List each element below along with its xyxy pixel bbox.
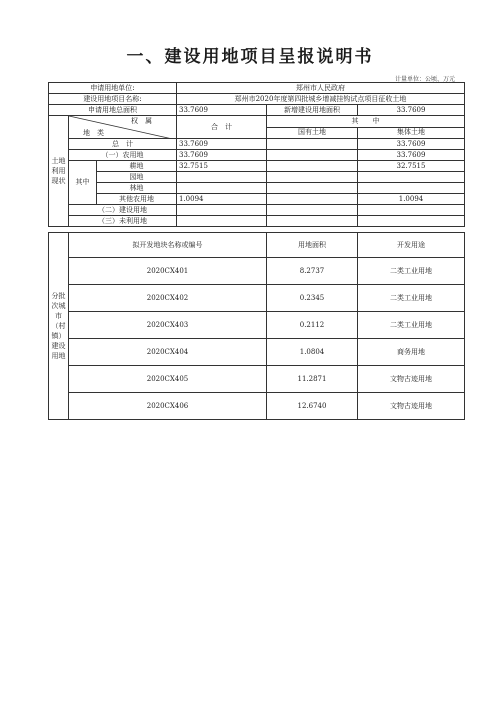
parcel-name: 2020CX402 — [69, 285, 267, 312]
parcel-use: 二类工业用地 — [358, 312, 465, 339]
diagonal-header-cell — [69, 116, 177, 139]
table-row — [49, 393, 465, 420]
row-unused-state — [267, 216, 358, 227]
batch-land-table — [48, 232, 465, 420]
row-forest-total — [177, 183, 267, 194]
parcel-area: 0.2345 — [267, 285, 358, 312]
row-agricultural-total: 33.7609 — [177, 150, 267, 161]
parcel-name: 2020CX401 — [69, 258, 267, 285]
row-agricultural-state — [267, 150, 358, 161]
ownership-label: 权 属 — [131, 117, 152, 125]
table-row — [49, 285, 465, 312]
row-garden-collective — [358, 172, 465, 183]
parcel-area: 0.2112 — [267, 312, 358, 339]
row-label-unused: （三）未利用地 — [69, 216, 177, 227]
row-unused-collective — [358, 216, 465, 227]
col-header-area: 用地面积 — [267, 233, 358, 258]
row-construction-state — [267, 205, 358, 216]
total-area-value: 33.7609 — [177, 105, 267, 116]
row-cultivated-total: 32.7515 — [177, 161, 267, 172]
document-title: 一、建设用地项目呈报说明书 — [126, 47, 374, 67]
parcel-use: 文物古迹用地 — [358, 366, 465, 393]
row-garden-total — [177, 172, 267, 183]
row-other-agricultural-collective: 1.0094 — [358, 194, 465, 205]
row-label-garden: 园地 — [97, 172, 177, 183]
project-label: 建设用地项目名称: — [49, 94, 177, 105]
table-row — [49, 366, 465, 393]
parcel-use: 二类工业用地 — [358, 258, 465, 285]
parcel-name: 2020CX403 — [69, 312, 267, 339]
parcel-use: 二类工业用地 — [358, 285, 465, 312]
row-total-total: 33.7609 — [177, 139, 267, 150]
row-garden-state — [267, 172, 358, 183]
row-cultivated-state — [267, 161, 358, 172]
row-construction-collective — [358, 205, 465, 216]
parcel-area: 8.2737 — [267, 258, 358, 285]
row-total-collective: 33.7609 — [358, 139, 465, 150]
row-construction-total — [177, 205, 267, 216]
parcel-area: 11.2871 — [267, 366, 358, 393]
applicant-value: 郑州市人民政府 — [177, 83, 465, 94]
row-label-agricultural: （一）农用地 — [69, 150, 177, 161]
parcel-name: 2020CX405 — [69, 366, 267, 393]
row-agricultural-collective: 33.7609 — [358, 150, 465, 161]
land-status-table — [48, 82, 465, 227]
parcel-use: 文物古迹用地 — [358, 393, 465, 420]
table-row — [49, 312, 465, 339]
row-other-agricultural-state — [267, 194, 358, 205]
applicant-label: 申请用地单位: — [49, 83, 177, 94]
batch-side-label: 分批次城市（村镇）建设用地 — [49, 233, 69, 420]
state-land-header: 国有土地 — [267, 127, 358, 139]
total-column-header: 合 计 — [177, 116, 267, 139]
qizhong-label: 其中 — [69, 161, 97, 205]
row-forest-state — [267, 183, 358, 194]
among-header: 其 中 — [267, 116, 465, 128]
land-status-side-label: 土地利用现状 — [49, 116, 69, 227]
row-label-cultivated: 耕地 — [97, 161, 177, 172]
new-area-value: 33.7609 — [358, 105, 465, 116]
col-header-name: 拟开发地块名称或编号 — [69, 233, 267, 258]
row-label-other-agricultural: 其他农用地 — [97, 194, 177, 205]
unit-note: 计量单位：公顷、万元 — [394, 76, 455, 83]
row-other-agricultural-total: 1.0094 — [177, 194, 267, 205]
row-total-state — [267, 139, 358, 150]
parcel-area: 12.6740 — [267, 393, 358, 420]
col-header-use: 开发用途 — [358, 233, 465, 258]
table-row — [49, 258, 465, 285]
row-label-total: 总 计 — [69, 139, 177, 150]
row-forest-collective — [358, 183, 465, 194]
category-label: 地 类 — [83, 129, 104, 137]
total-area-label: 申请用地总面积 — [49, 105, 177, 116]
project-value: 郑州市2020年度第四批城乡增减挂钩试点项目征收土地 — [177, 94, 465, 105]
collective-land-header: 集体土地 — [358, 127, 465, 139]
parcel-name: 2020CX404 — [69, 339, 267, 366]
table-row — [49, 339, 465, 366]
row-label-construction: （二）建设用地 — [69, 205, 177, 216]
parcel-area: 1.0804 — [267, 339, 358, 366]
parcel-use: 商务用地 — [358, 339, 465, 366]
row-unused-total — [177, 216, 267, 227]
row-cultivated-collective: 32.7515 — [358, 161, 465, 172]
row-label-forest: 林地 — [97, 183, 177, 194]
new-area-label: 新增建设用地面积 — [267, 105, 358, 116]
parcel-name: 2020CX406 — [69, 393, 267, 420]
